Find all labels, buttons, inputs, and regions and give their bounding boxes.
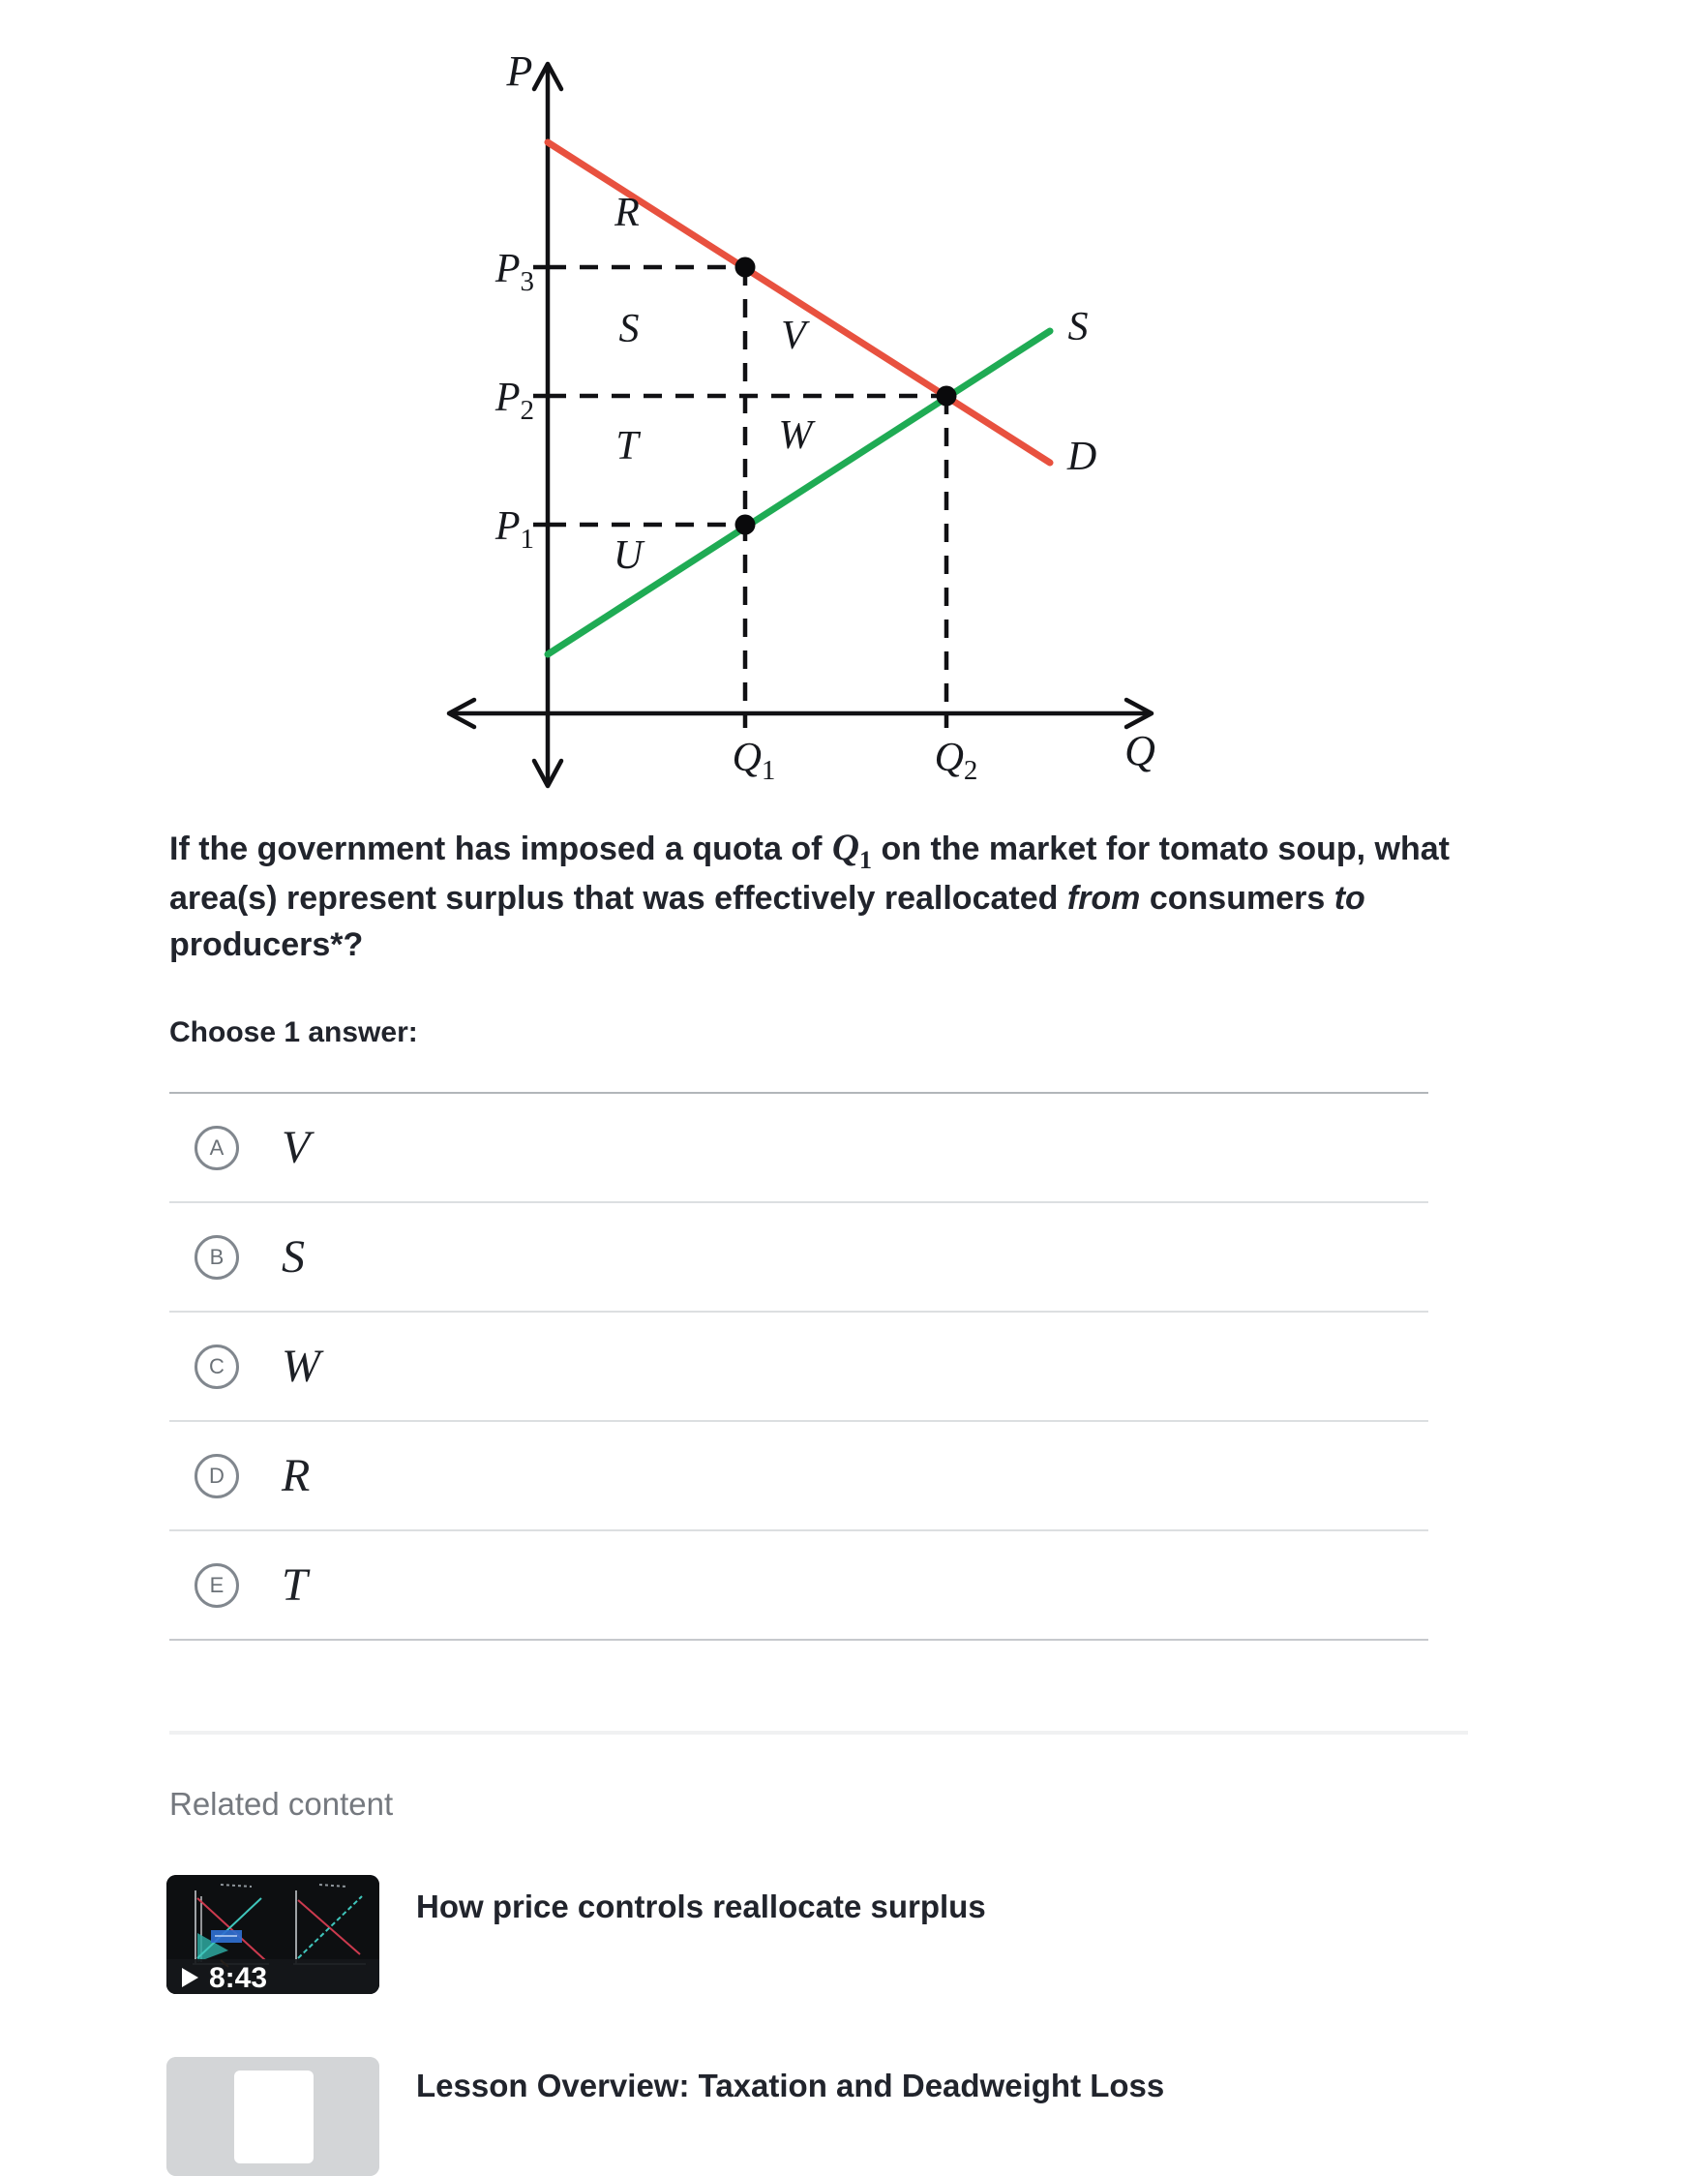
section-divider	[169, 1731, 1468, 1735]
radio-d[interactable]	[195, 1454, 239, 1498]
area-u-label: U	[613, 533, 644, 578]
answer-option-e[interactable]	[169, 1529, 1428, 1639]
article-thumbnail-art	[166, 2057, 379, 2176]
answer-option-a[interactable]	[169, 1092, 1428, 1201]
duration-bar	[166, 1959, 379, 1994]
answer-option-b[interactable]	[169, 1201, 1428, 1311]
choice-label-a: V	[282, 1122, 311, 1173]
choice-label-c: W	[282, 1341, 320, 1392]
video-thumbnail-art	[166, 1875, 379, 1994]
choice-letter-c: C	[209, 1353, 225, 1378]
area-v-label: V	[781, 314, 806, 358]
supply-curve	[548, 331, 1050, 654]
q1-label: $Q_1$	[732, 736, 776, 786]
p-axis-label: P	[506, 47, 533, 95]
choice-letter-b: B	[209, 1244, 225, 1269]
q-axis-label: Q	[1124, 727, 1155, 774]
q2-label: $Q_2$	[934, 736, 978, 786]
answer-option-d[interactable]	[169, 1420, 1428, 1529]
p3-label: $P_3$	[494, 247, 534, 297]
choose-answer-prompt: Choose 1 answer:	[169, 1016, 418, 1048]
radio-b[interactable]	[195, 1235, 239, 1280]
demand-at-quota-point	[735, 257, 756, 278]
article-title[interactable]: Lesson Overview: Taxation and Deadweight Loss	[416, 2068, 1165, 2103]
radio-a[interactable]	[195, 1126, 239, 1170]
article-page-icon	[234, 2070, 314, 2163]
question-text: If the government has imposed a quota of $Q_1$ on the market for tomato soup, what area(s) represent surplus that was effectively reallocated from consumers to producers*?	[169, 827, 1450, 963]
supply-at-quota-point	[735, 515, 756, 535]
choice-letter-d: D	[209, 1463, 225, 1488]
video-thumbnail[interactable]	[166, 1875, 379, 1994]
supply-curve-label: S	[1067, 305, 1089, 349]
related-content-heading: Related content	[169, 1786, 394, 1822]
choice-letter-e: E	[209, 1572, 225, 1597]
answer-options-list	[169, 1092, 1428, 1641]
choice-label-e: T	[282, 1559, 308, 1611]
choice-label-b: S	[282, 1231, 305, 1283]
area-s-label: S	[618, 307, 640, 351]
choice-label-d: R	[282, 1450, 311, 1501]
p1-label: $P_1$	[494, 504, 534, 555]
equilibrium-point	[937, 386, 957, 407]
area-t-label: T	[615, 424, 639, 468]
p2-label: $P_2$	[494, 376, 534, 426]
video-duration: 8:43	[209, 1962, 268, 1994]
article-thumbnail[interactable]	[166, 2057, 379, 2176]
answer-option-c[interactable]	[169, 1311, 1428, 1420]
video-title[interactable]: How price controls reallocate surplus	[416, 1889, 986, 1924]
radio-c[interactable]	[195, 1345, 239, 1389]
choice-letter-a: A	[209, 1134, 225, 1160]
area-r-label: R	[614, 191, 640, 235]
area-w-label: W	[778, 413, 813, 458]
radio-e[interactable]	[195, 1563, 239, 1608]
demand-curve-label: D	[1066, 435, 1097, 479]
supply-demand-graph	[0, 0, 1708, 803]
